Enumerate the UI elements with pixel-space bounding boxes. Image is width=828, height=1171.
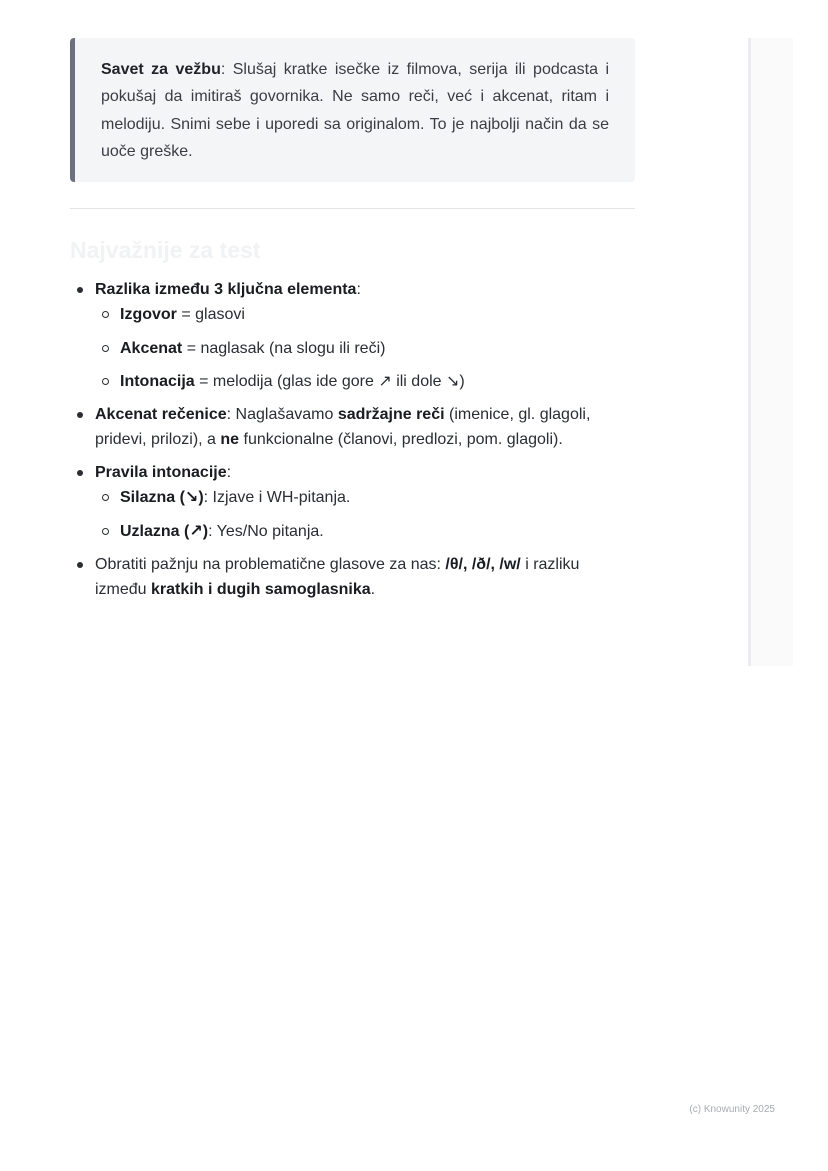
key-points-list	[70, 277, 635, 602]
list-item	[70, 277, 635, 394]
tip-text: : Slušaj kratke isečke iz filmova, serija ili podcasta i pokušaj da imitiraš govornika. Ne samo reči, već i akcenat, ritam i melodiju. Snimi sebe i uporedi sa originalom. To je najbolji način da se uoče greške.	[101, 61, 609, 160]
tip-label: Savet za vežbu	[101, 61, 221, 78]
item-bold: kratkih i dugih samoglasnika	[151, 580, 371, 598]
side-panel	[748, 38, 793, 666]
sub-term: Akcenat	[120, 339, 183, 357]
list-item	[70, 460, 635, 544]
item-title: Akcenat rečenice	[95, 406, 227, 424]
item-text: : Naglašavamo	[226, 406, 338, 424]
section-heading: Najvažnije za test	[70, 237, 261, 264]
list-item	[70, 552, 635, 602]
sub-term: Uzlazna (↗)	[120, 522, 209, 540]
item-text: Obratiti pažnju na problematične glasove za nas:	[95, 555, 446, 573]
sub-term: Silazna (↘)	[120, 489, 204, 507]
sub-desc: : Izjave i WH-pitanja.	[203, 489, 351, 507]
item-title: Pravila intonacije	[95, 464, 227, 482]
sub-list-item	[95, 485, 635, 510]
sub-list-item	[95, 302, 635, 327]
sub-desc: : Yes/No pitanja.	[208, 522, 324, 540]
sub-list	[95, 302, 635, 394]
sub-list-item	[95, 336, 635, 361]
item-bold: sadržajne reči	[337, 406, 445, 424]
sub-desc: = naglasak (na slogu ili reči)	[182, 339, 386, 357]
item-text: funkcionalne (članovi, predlozi, pom. glagoli).	[239, 431, 563, 449]
item-bold: /θ/, /ð/, /w/	[445, 555, 521, 573]
item-text: .	[370, 580, 376, 598]
sub-list-item	[95, 369, 635, 394]
sub-desc: = melodija (glas ide gore ↗ ili dole ↘)	[194, 373, 465, 391]
sub-desc: = glasovi	[176, 306, 245, 324]
item-text: i razliku između	[95, 555, 580, 598]
item-bold: ne	[220, 431, 240, 449]
sub-list	[95, 485, 635, 544]
practice-tip-callout	[70, 38, 635, 182]
list-item	[70, 402, 635, 452]
item-colon: :	[356, 281, 361, 299]
document-content	[70, 38, 635, 610]
sub-term: Izgovor	[120, 306, 177, 324]
item-text: (imenice, gl. glagoli, pridevi, prilozi), a	[95, 406, 591, 449]
sub-list-item	[95, 519, 635, 544]
item-title: Razlika između 3 ključna elementa	[95, 281, 357, 299]
item-colon: :	[226, 464, 232, 482]
section-divider	[70, 208, 635, 209]
sub-term: Intonacija	[120, 373, 195, 391]
copyright-footer: (c) Knowunity 2025	[689, 1104, 775, 1115]
